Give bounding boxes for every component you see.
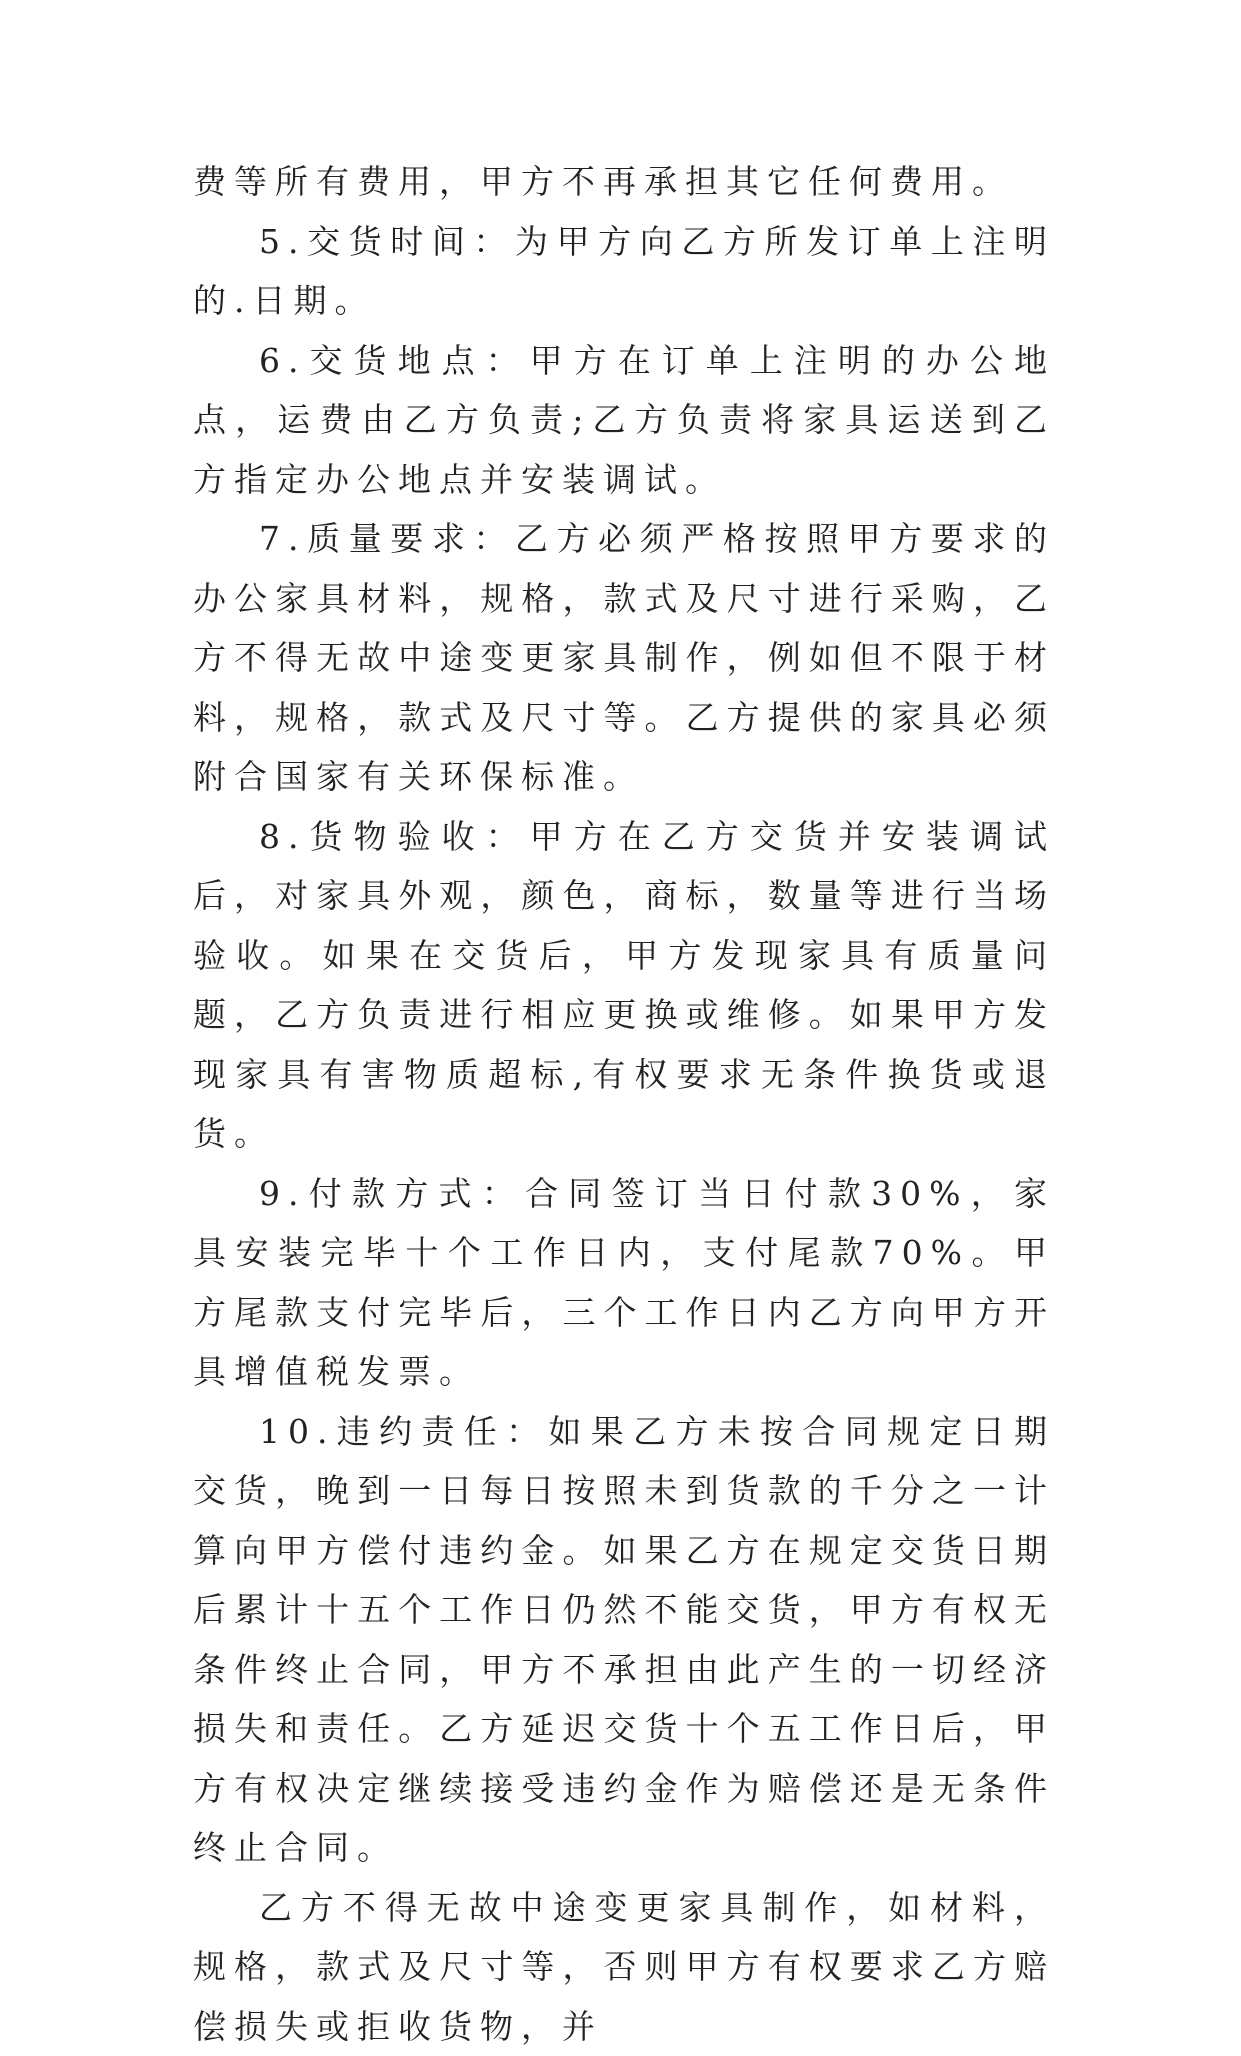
paragraph-change-prohibition: 乙方不得无故中途变更家具制作，如材料，规格，款式及尺寸等，否则甲方有权要求乙方赔偿损失或拒收货物，并: [193, 1878, 1055, 2056]
contract-page: [193, 152, 1055, 2056]
paragraph-delivery-time: 5.交货时间：为甲方向乙方所发订单上注明的.日期。: [193, 212, 1055, 331]
paragraph-payment-method: 9.付款方式：合同签订当日付款30%，家具安装完毕十个工作日内，支付尾款70%。甲方尾款支付完毕后，三个工作日内乙方向甲方开具增值税发票。: [193, 1164, 1055, 1402]
paragraph-breach-liability: 10.违约责任：如果乙方未按合同规定日期交货，晚到一日每日按照未到货款的千分之一计算向甲方偿付违约金。如果乙方在规定交货日期后累计十五个工作日仍然不能交货，甲方有权无条件终止合同，甲方不承担由此产生的一切经济损失和责任。乙方延迟交货十个五工作日后，甲方有权决定继续接受违约金作为赔偿还是无条件终止合同。: [193, 1402, 1055, 1878]
paragraph-delivery-location: 6.交货地点：甲方在订单上注明的办公地点，运费由乙方负责;乙方负责将家具运送到乙方指定办公地点并安装调试。: [193, 331, 1055, 510]
paragraph-goods-acceptance: 8.货物验收：甲方在乙方交货并安装调试后，对家具外观，颜色，商标，数量等进行当场验收。如果在交货后，甲方发现家具有质量问题，乙方负责进行相应更换或维修。如果甲方发现家具有害物质超标,有权要求无条件换货或退货。: [193, 807, 1055, 1164]
paragraph-continuation: 费等所有费用，甲方不再承担其它任何费用。: [193, 152, 1055, 212]
paragraph-quality-requirements: 7.质量要求：乙方必须严格按照甲方要求的办公家具材料，规格，款式及尺寸进行采购，乙方不得无故中途变更家具制作，例如但不限于材料，规格，款式及尺寸等。乙方提供的家具必须附合国家有关环保标准。: [193, 509, 1055, 807]
